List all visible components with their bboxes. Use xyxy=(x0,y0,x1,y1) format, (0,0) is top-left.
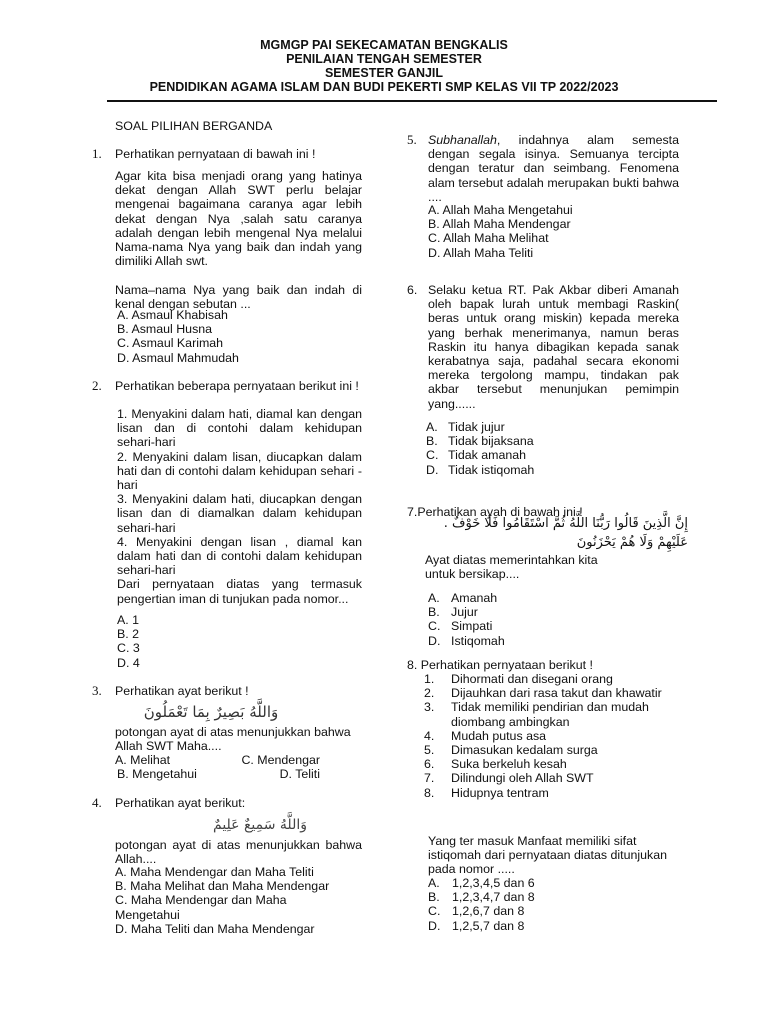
option-a[interactable]: A. Asmaul Khabisah xyxy=(117,308,228,322)
question-5-options xyxy=(428,203,573,260)
option-letter: D. xyxy=(428,633,441,648)
question-8-prompt: 8. Perhatikan pernyataan berikut ! xyxy=(407,658,593,672)
list-item-number: 8. xyxy=(424,785,435,800)
option-d[interactable] xyxy=(426,463,534,477)
list-item-text: Tidak memiliki pendirian dan mudah diombang ambingkan xyxy=(451,700,649,729)
option-label: Tidak istiqomah xyxy=(448,462,535,477)
list-item xyxy=(424,700,686,729)
option-a[interactable]: A. Melihat xyxy=(115,753,171,767)
question-3-prompt: Perhatikan ayat berikut ! xyxy=(115,684,249,698)
question-1-prompt: Perhatikan pernyataan di bawah ini ! xyxy=(115,147,316,161)
question-1-number: 1. xyxy=(92,146,102,161)
option-d[interactable]: D. Teliti xyxy=(279,767,320,782)
list-item xyxy=(424,757,686,772)
option-d[interactable]: D. Maha Teliti dan Maha Mendengar xyxy=(115,921,315,936)
list-item-text: Dihormati dan disegani orang xyxy=(451,672,613,686)
option-a[interactable]: A. Maha Mendengar dan Maha Teliti xyxy=(115,865,314,879)
list-item xyxy=(424,785,686,800)
option-label: 1,2,5,7 dan 8 xyxy=(452,918,525,933)
question-1-options xyxy=(117,308,239,365)
option-a[interactable] xyxy=(428,876,535,890)
question-8-statement-list xyxy=(424,672,686,800)
question-2-prompt: Perhatikan beberapa pernyataan berikut ini ! xyxy=(115,379,359,393)
option-b[interactable]: B. Maha Melihat dan Maha Mendengar xyxy=(115,879,330,894)
list-item-text: Suka berkeluh kesah xyxy=(451,757,567,772)
list-item xyxy=(424,728,686,743)
option-b[interactable]: B. Asmaul Husna xyxy=(117,322,213,337)
section-title: SOAL PILIHAN BERGANDA xyxy=(115,119,273,133)
list-item xyxy=(424,672,686,686)
statement-3: 3. Menyakini dalam hati, diucapkan dengan lisan dan di diamalkan dalam kehidupan sehari-hari xyxy=(117,492,362,535)
list-item-text: Dijauhkan dari rasa takut dan khawatir xyxy=(451,686,662,701)
option-letter: D. xyxy=(428,918,441,933)
question-2-options xyxy=(117,613,140,670)
question-7-arabic-line-1: إِنَّ الَّذِينَ قَالُوا رَبُّنَا اللَّهُ ثُمَّ اسْتَقَامُوا فَلَا خَوْفٌ . xyxy=(443,516,688,531)
statement-4: 4. Menyakini dengan lisan , diamal kan dalam hati dan di contohi dalam kehidupan sehari-hari xyxy=(117,534,362,578)
header-divider xyxy=(107,100,717,102)
option-letter: C. xyxy=(428,619,441,634)
question-3-arabic-verse: وَاللَّهُ بَصِيرٌ بِمَا تَعْمَلُونَ xyxy=(143,703,279,721)
option-label: 1,2,6,7 dan 8 xyxy=(452,904,525,919)
question-7-question: Ayat diatas memerintahkan kita untuk bersikap.... xyxy=(425,553,598,582)
option-letter: B. xyxy=(428,890,440,905)
option-label: Jujur xyxy=(451,605,478,620)
option-label: Tidak amanah xyxy=(448,448,527,463)
option-a[interactable] xyxy=(426,420,534,434)
question-8-question: Yang ter masuk Manfaat memiliki sifat istiqomah dari pernyataan diatas ditunjukan pada nomor ..... xyxy=(428,834,668,877)
list-item-number: 4. xyxy=(424,728,435,743)
option-c[interactable]: C. Maha Mendengar dan Maha Mengetahui xyxy=(115,893,287,922)
header-line-4: PENDIDIKAN AGAMA ISLAM DAN BUDI PEKERTI SMP KELAS VII TP 2022/2023 xyxy=(149,80,619,94)
option-c[interactable]: C. Allah Maha Melihat xyxy=(428,231,549,246)
option-c[interactable]: C. Mendengar xyxy=(241,753,320,767)
option-c[interactable] xyxy=(428,904,535,918)
question-4-arabic-verse: وَاللَّهُ سَمِيعٌ عَلِيمٌ xyxy=(213,817,307,833)
option-letter: A. xyxy=(428,876,440,890)
option-label: Amanah xyxy=(451,591,498,605)
option-letter: A. xyxy=(428,591,440,605)
question-1-passage: Agar kita bisa menjadi orang yang hatinya dekat dengan Allah SWT perlu belajar mengenai bagaimana caranya agar lebih dekat dengan Nya ,salah satu caranya adalah dengan lebih mengenal Nya melalui Nama-nama Nya yang baik dan indah yang dimiliki Allah swt. xyxy=(115,169,362,269)
list-item xyxy=(424,743,686,758)
option-a[interactable]: A. 1 xyxy=(117,613,140,627)
option-letter: B. xyxy=(428,605,440,620)
question-6-text: Selaku ketua RT. Pak Akbar diberi Amanah oleh bapak lurah untuk membagi Raskin( beras untuk orang miskin) kepada mereka yang berhak menerimanya, namun beras Raskin itu hanya dibagikan kepada sanak kerabatnya saja, padahal secara ekonomi mereka tergolong mampu, tindakan pak akbar tersebut menunjukan pemimpin yang...... xyxy=(428,283,679,411)
option-c[interactable] xyxy=(426,448,534,462)
option-label: Istiqomah xyxy=(451,633,505,648)
question-5-keyword: Subhanallah xyxy=(428,133,497,147)
option-letter: C. xyxy=(428,904,441,919)
question-7-arabic-line-2: عَلَيْهِمْ وَلَا هُمْ يَحْزَنُونَ xyxy=(576,535,688,550)
option-c[interactable] xyxy=(428,619,505,633)
list-item-number: 2. xyxy=(424,686,435,701)
header-line-2: PENILAIAN TENGAH SEMESTER xyxy=(286,52,482,66)
list-item-text: Dilindungi oleh Allah SWT xyxy=(451,771,594,786)
option-b[interactable]: B. Mengetahui xyxy=(117,767,197,782)
question-4-prompt: Perhatikan ayat berikut: xyxy=(115,796,246,810)
list-item-number: 6. xyxy=(424,757,435,772)
option-label: 1,2,3,4,7 dan 8 xyxy=(452,890,535,905)
question-1-question: Nama–nama Nya yang baik dan indah di kenal dengan sebutan ... xyxy=(115,283,362,312)
list-item-number: 5. xyxy=(424,743,435,758)
option-letter: A. xyxy=(426,420,438,434)
question-4-options xyxy=(115,865,365,936)
option-b[interactable] xyxy=(428,605,505,619)
question-7-prompt: 7.Perhatikan ayah di bawah ini ! xyxy=(407,505,583,519)
list-item-number: 7. xyxy=(424,771,435,786)
option-d[interactable]: D. Asmaul Mahmudah xyxy=(117,350,239,365)
question-5-body: , indahnya alam semesta dengan segala isinya. Semuanya tercipta dengan teratur dan seimbang. Fenomena alam tersebut adalah merupakan bukti bahwa .... xyxy=(428,133,679,204)
list-item-number: 3. xyxy=(424,700,435,715)
option-b[interactable]: B. Allah Maha Mendengar xyxy=(428,217,571,232)
option-b[interactable] xyxy=(428,890,535,904)
option-c[interactable]: C. Asmaul Karimah xyxy=(117,336,224,351)
question-6-number: 6. xyxy=(407,283,418,297)
list-item-text: Dimasukan kedalam surga xyxy=(451,743,598,758)
list-item-text: Mudah putus asa xyxy=(451,728,547,743)
option-b[interactable] xyxy=(426,434,534,448)
question-7-options xyxy=(428,591,505,648)
option-letter: B. xyxy=(426,434,438,449)
question-3-text: potongan ayat di atas menunjukkan bahwa Allah SWT Maha.... xyxy=(115,725,351,754)
option-letter: C. xyxy=(426,448,439,463)
list-item xyxy=(424,771,686,786)
question-2-question: Dari pernyataan diatas yang termasuk pengertian iman di tunjukan pada nomor... xyxy=(117,577,362,606)
question-8-options xyxy=(428,876,535,933)
option-b[interactable]: B. 2 xyxy=(117,627,140,642)
option-letter: D. xyxy=(426,462,439,477)
list-item-text: Hidupnya tentram xyxy=(451,785,549,800)
option-d[interactable] xyxy=(428,919,535,933)
option-label: 1,2,3,4,5 dan 6 xyxy=(452,876,535,890)
question-2-number: 2. xyxy=(92,378,102,393)
statement-2: 2. Menyakini dalam lisan, diucapkan dalam hati dan di contohi dalam kehidupan sehari -hari xyxy=(117,449,362,493)
question-2-statements xyxy=(117,407,362,606)
list-item-number: 1. xyxy=(424,672,435,686)
list-item xyxy=(424,686,686,701)
option-d[interactable] xyxy=(428,634,505,648)
header-line-1: MGMGP PAI SEKECAMATAN BENGKALIS xyxy=(260,38,508,52)
option-a[interactable] xyxy=(428,591,505,605)
option-label: Tidak jujur xyxy=(448,420,505,434)
statement-1: 1. Menyakini dalam hati, diamal kan dengan lisan dan di contohi dalam kehidupan sehari-hari xyxy=(117,407,362,450)
question-5-text xyxy=(428,133,679,204)
question-4-number: 4. xyxy=(92,795,102,810)
option-a[interactable]: A. Allah Maha Mengetahui xyxy=(428,203,573,217)
option-label: Simpati xyxy=(451,619,493,634)
question-4-text: potongan ayat di atas menunjukkan bahwa Allah.... xyxy=(115,838,362,867)
option-label: Tidak bijaksana xyxy=(448,434,534,449)
option-c[interactable]: C. 3 xyxy=(117,641,140,656)
header-line-3: SEMESTER GANJIL xyxy=(324,66,444,80)
option-d[interactable]: D. Allah Maha Teliti xyxy=(428,245,534,260)
option-d[interactable]: D. 4 xyxy=(117,655,140,670)
question-3-number: 3. xyxy=(92,683,102,698)
question-3-options xyxy=(115,753,320,781)
question-6-options xyxy=(426,420,534,477)
question-5-number: 5. xyxy=(407,132,417,147)
